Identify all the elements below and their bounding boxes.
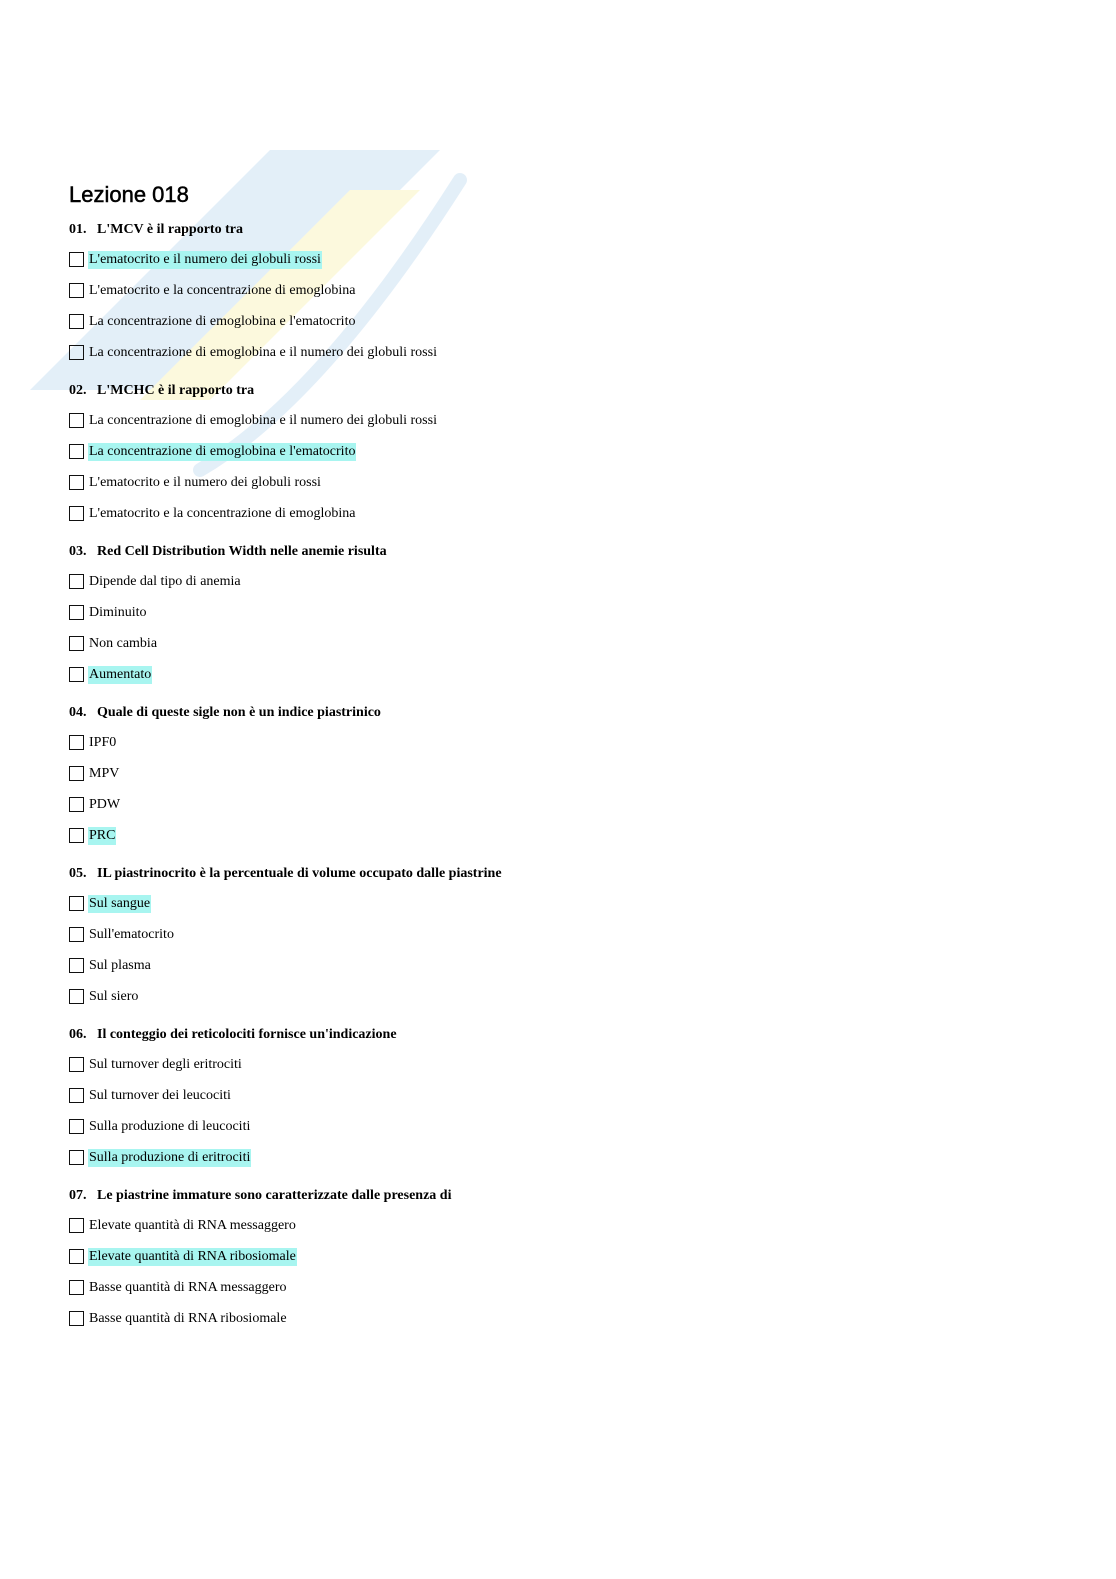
answer-checkbox[interactable] <box>69 1150 84 1165</box>
answer-checkbox[interactable] <box>69 667 84 682</box>
question-heading <box>69 1025 1069 1045</box>
question-heading <box>69 864 1069 884</box>
answer-option[interactable] <box>69 1084 1069 1107</box>
answer-checkbox[interactable] <box>69 314 84 329</box>
question-number: 04. <box>69 705 87 720</box>
answer-text-highlighted: Sulla produzione di eritrociti <box>89 1149 251 1165</box>
answer-text: La concentrazione di emoglobina e il numero dei globuli rossi <box>89 344 437 360</box>
answer-checkbox[interactable] <box>69 252 84 267</box>
answer-text: IPF0 <box>89 734 117 750</box>
question-number: 05. <box>69 866 87 881</box>
answer-checkbox[interactable] <box>69 1280 84 1295</box>
answer-checkbox[interactable] <box>69 1119 84 1134</box>
answer-text: Non cambia <box>89 635 158 651</box>
answer-text: Diminuito <box>89 604 147 620</box>
question-number: 03. <box>69 544 87 559</box>
question-3 <box>69 542 1069 686</box>
answer-checkbox[interactable] <box>69 896 84 911</box>
question-1 <box>69 220 1069 364</box>
question-text: L'MCV è il rapporto tra <box>97 222 243 237</box>
answer-checkbox[interactable] <box>69 797 84 812</box>
answer-text-highlighted: PRC <box>89 827 116 843</box>
question-heading <box>69 220 1069 240</box>
answer-checkbox[interactable] <box>69 927 84 942</box>
answer-checkbox[interactable] <box>69 636 84 651</box>
answer-text: Sul siero <box>89 988 139 1004</box>
answer-text: MPV <box>89 765 120 781</box>
answer-text: Sul turnover degli eritrociti <box>89 1056 242 1072</box>
answer-option[interactable] <box>69 601 1069 624</box>
question-heading <box>69 381 1069 401</box>
answer-option[interactable] <box>69 570 1069 593</box>
answer-option[interactable] <box>69 762 1069 785</box>
answer-text: Basse quantità di RNA messaggero <box>89 1279 287 1295</box>
answer-checkbox[interactable] <box>69 1218 84 1233</box>
answer-text: L'ematocrito e il numero dei globuli rossi <box>89 474 321 490</box>
answer-checkbox[interactable] <box>69 605 84 620</box>
answer-option[interactable] <box>69 1307 1069 1330</box>
document-page <box>69 180 1069 1347</box>
question-text: L'MCHC è il rapporto tra <box>97 383 255 398</box>
answer-option[interactable] <box>69 409 1069 432</box>
answer-option[interactable] <box>69 248 1069 271</box>
answer-text: Sulla produzione di leucociti <box>89 1118 251 1134</box>
question-text: Il conteggio dei reticolociti fornisce un'indicazione <box>97 1027 397 1042</box>
answer-checkbox[interactable] <box>69 475 84 490</box>
answer-checkbox[interactable] <box>69 958 84 973</box>
question-number: 07. <box>69 1188 87 1203</box>
question-text: IL piastrinocrito è la percentuale di volume occupato dalle piastrine <box>97 866 502 881</box>
question-2 <box>69 381 1069 525</box>
question-number: 01. <box>69 222 87 237</box>
answer-checkbox[interactable] <box>69 574 84 589</box>
question-heading <box>69 1186 1069 1206</box>
answer-text: Basse quantità di RNA ribosiomale <box>89 1310 287 1326</box>
question-4 <box>69 703 1069 847</box>
answer-option[interactable] <box>69 310 1069 333</box>
answer-option[interactable] <box>69 793 1069 816</box>
answer-option[interactable] <box>69 341 1069 364</box>
answer-text: Elevate quantità di RNA messaggero <box>89 1217 296 1233</box>
question-list <box>69 220 1069 1330</box>
question-text: Le piastrine immature sono caratterizzate dalle presenza di <box>97 1188 452 1203</box>
answer-text: La concentrazione di emoglobina e il numero dei globuli rossi <box>89 412 437 428</box>
answer-text: L'ematocrito e la concentrazione di emoglobina <box>89 282 356 298</box>
answer-text-highlighted: Elevate quantità di RNA ribosiomale <box>89 1248 296 1264</box>
answer-text: L'ematocrito e la concentrazione di emoglobina <box>89 505 356 521</box>
answer-checkbox[interactable] <box>69 345 84 360</box>
lesson-title: Lezione 018 <box>69 182 189 207</box>
question-5 <box>69 864 1069 1008</box>
answer-text-highlighted: L'ematocrito e il numero dei globuli rossi <box>89 251 321 267</box>
answer-option[interactable] <box>69 1053 1069 1076</box>
answer-option[interactable] <box>69 923 1069 946</box>
question-number: 02. <box>69 383 87 398</box>
answer-option[interactable] <box>69 440 1069 463</box>
answer-option[interactable] <box>69 954 1069 977</box>
answer-checkbox[interactable] <box>69 1057 84 1072</box>
answer-option[interactable] <box>69 892 1069 915</box>
answer-text-highlighted: Aumentato <box>89 666 152 682</box>
answer-text: Sul turnover dei leucociti <box>89 1087 231 1103</box>
answer-option[interactable] <box>69 1214 1069 1237</box>
question-text: Red Cell Distribution Width nelle anemie risulta <box>97 544 387 559</box>
answer-checkbox[interactable] <box>69 989 84 1004</box>
answer-option[interactable] <box>69 663 1069 686</box>
answer-option[interactable] <box>69 731 1069 754</box>
answer-option[interactable] <box>69 632 1069 655</box>
answer-text-highlighted: Sul sangue <box>89 895 151 911</box>
answer-text: Sull'ematocrito <box>89 926 174 942</box>
answer-option[interactable] <box>69 279 1069 302</box>
question-heading <box>69 542 1069 562</box>
answer-checkbox[interactable] <box>69 735 84 750</box>
answer-checkbox[interactable] <box>69 444 84 459</box>
answer-checkbox[interactable] <box>69 283 84 298</box>
answer-text: La concentrazione di emoglobina e l'ematocrito <box>89 313 356 329</box>
answer-text: Dipende dal tipo di anemia <box>89 573 241 589</box>
answer-option[interactable] <box>69 1146 1069 1169</box>
answer-checkbox[interactable] <box>69 1249 84 1264</box>
answer-checkbox[interactable] <box>69 1088 84 1103</box>
answer-option[interactable] <box>69 1115 1069 1138</box>
question-7 <box>69 1186 1069 1330</box>
answer-option[interactable] <box>69 502 1069 525</box>
answer-option[interactable] <box>69 824 1069 847</box>
answer-text-highlighted: La concentrazione di emoglobina e l'ematocrito <box>89 443 356 459</box>
answer-option[interactable] <box>69 1245 1069 1268</box>
question-6 <box>69 1025 1069 1169</box>
answer-option[interactable] <box>69 1276 1069 1299</box>
question-number: 06. <box>69 1027 87 1042</box>
answer-checkbox[interactable] <box>69 1311 84 1326</box>
question-heading <box>69 703 1069 723</box>
answer-option[interactable] <box>69 985 1069 1008</box>
answer-checkbox[interactable] <box>69 413 84 428</box>
answer-checkbox[interactable] <box>69 506 84 521</box>
answer-checkbox[interactable] <box>69 828 84 843</box>
question-text: Quale di queste sigle non è un indice piastrinico <box>97 705 381 720</box>
answer-text: Sul plasma <box>89 957 151 973</box>
answer-option[interactable] <box>69 471 1069 494</box>
answer-text: PDW <box>89 796 121 812</box>
answer-checkbox[interactable] <box>69 766 84 781</box>
